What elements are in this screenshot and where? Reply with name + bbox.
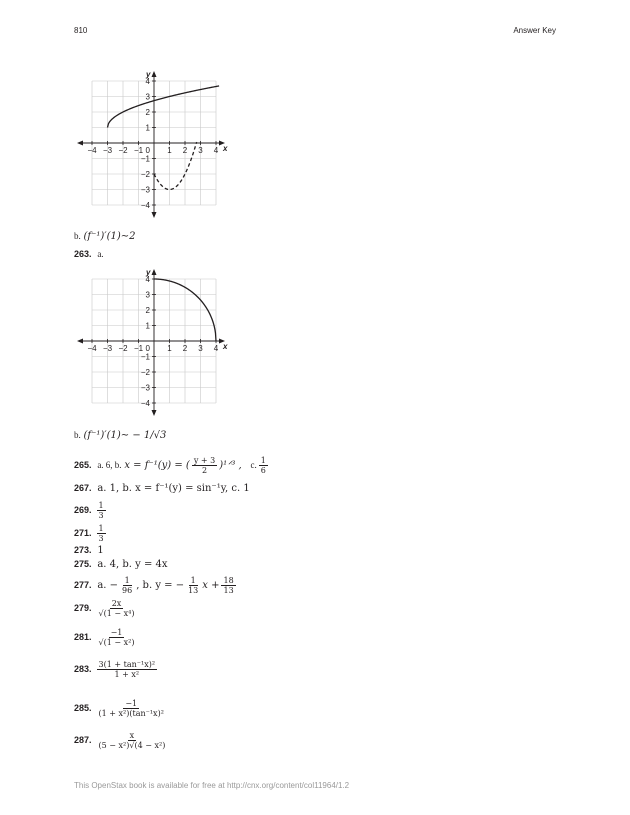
x-tick-label: 2 [182, 146, 188, 155]
y-tick-label: −2 [140, 170, 150, 179]
x-tick-label: −3 [102, 344, 113, 353]
x-tick-label: −1 [133, 344, 144, 353]
y-tick-label: 2 [145, 108, 150, 117]
fraction: $\frac{-1}{\text{√(1 − x²)}}$ [98, 628, 135, 647]
x-tick-label: 1 [167, 146, 172, 155]
answer-267: 267. a. 1, b. x = f⁻¹(y) = sin⁻¹y, c. 1 [74, 483, 250, 494]
fraction: $\frac{-1}{\text{(1 + x²)(tan⁻¹x)²}}$ [98, 699, 164, 718]
answer-b-first: b. (f⁻¹)′(1)∼2 [74, 231, 136, 242]
y-axis-arrow-down [152, 410, 157, 416]
y-tick-label: 1 [145, 123, 150, 133]
x-tick-label: −3 [102, 146, 113, 155]
answer-281: 281. $\frac{-1}{\text{√(1 − x²)}}$ [74, 628, 135, 647]
x-tick-label: 1 [167, 344, 172, 353]
x-tick-label: 4 [213, 344, 219, 353]
x-tick-label: −2 [118, 344, 128, 353]
x-axis-arrow-left [77, 141, 83, 146]
answer-283: 283. $\frac{\text{3(1 + tan⁻¹x)²}}{\text{1 + x²}}$ [74, 660, 156, 679]
graph-inverse-functions [74, 68, 244, 218]
fraction: $\frac{x}{\text{(5 − x²)√(4 − x²)}}$ [98, 731, 166, 750]
answer-263: 263. a. [74, 249, 104, 259]
y-tick-label: −4 [140, 201, 150, 210]
fraction: $\frac{\text{3(1 + tan⁻¹x)²}}{\text{1 + x²}}$ [98, 660, 156, 679]
fraction: $\frac{y + 3}{2}$ [193, 456, 216, 475]
y-tick-label: −3 [140, 185, 150, 195]
fraction: $\frac{1}{96}$ [122, 576, 133, 595]
y-tick-label: 1 [145, 321, 150, 331]
answer-269: 269. $\frac{1}{3}$ [74, 501, 104, 520]
y-axis-arrow-down [152, 212, 157, 218]
y-tick-label: 3 [145, 290, 150, 300]
answer-277: 277. a. − $\frac{1}{96}$ , b. y = − $\frac{1}{13}$ x + $\frac{18}{13}$ [74, 576, 234, 595]
y-tick-label: 4 [145, 77, 150, 86]
graph2-svg [74, 266, 244, 416]
y-tick-label: −1 [140, 154, 150, 164]
x-tick-label: 3 [198, 344, 203, 353]
derivative-expression-2: (f⁻¹)′(1)∼ − 1/√3 [83, 430, 167, 441]
answer-285: 285. $\frac{-1}{\text{(1 + x²)(tan⁻¹x)²}}$ [74, 699, 164, 718]
y-axis-arrow [152, 71, 157, 77]
x-axis-label: x [223, 342, 228, 351]
answer-265: 265. a. 6, b. x = f⁻¹(y) = ( $\frac{y + 3}{2}$ )¹ᐟ³ , c. $\frac{1}{6}$ [74, 456, 266, 475]
y-axis-arrow [152, 269, 157, 275]
answer-273: 273. 1 [74, 545, 104, 556]
page-footer: This OpenStax book is available for free at http://cnx.org/content/col11964/1.2 [74, 781, 350, 790]
y-axis-label: y [146, 70, 151, 79]
x-tick-label: 2 [182, 344, 188, 353]
answer-279: 279. $\frac{2x}{\text{√(1 − x⁴)}}$ [74, 599, 135, 618]
fraction: $\frac{1}{3}$ [98, 524, 104, 543]
fraction: $\frac{18}{13}$ [223, 576, 234, 595]
running-header: Answer Key [513, 26, 556, 35]
graph1-svg [74, 68, 244, 218]
x-tick-label: 3 [198, 146, 203, 155]
fraction: $\frac{1}{3}$ [98, 501, 104, 520]
fraction: $\frac{2x}{\text{√(1 − x⁴)}}$ [98, 599, 135, 618]
answer-287: 287. $\frac{x}{\text{(5 − x²)√(4 − x²)}}$ [74, 731, 166, 750]
y-tick-label: −3 [140, 383, 150, 393]
y-tick-label: 4 [145, 275, 150, 284]
x-tick-label: −4 [87, 146, 97, 155]
derivative-expression: (f⁻¹)′(1)∼2 [83, 231, 136, 242]
fraction: $\frac{1}{13}$ [188, 576, 199, 595]
dashed-curve [154, 142, 197, 189]
y-tick-label: 3 [145, 92, 150, 102]
answer-271: 271. $\frac{1}{3}$ [74, 524, 104, 543]
x-axis-arrow-left [77, 339, 83, 344]
x-tick-label: 4 [213, 146, 219, 155]
graph-quarter-circle [74, 266, 244, 416]
fraction: $\frac{1}{6}$ [260, 456, 266, 475]
y-tick-label: 2 [145, 306, 150, 315]
origin-label: 0 [145, 344, 150, 353]
x-tick-label: −4 [87, 344, 97, 353]
x-tick-label: −2 [118, 146, 128, 155]
x-axis-label: x [223, 144, 228, 153]
y-tick-label: −2 [140, 368, 150, 377]
answer-275: 275. a. 4, b. y = 4x [74, 559, 168, 570]
x-tick-label: −1 [133, 146, 144, 155]
y-tick-label: −1 [140, 352, 150, 362]
solid-curve [108, 86, 220, 128]
y-tick-label: −4 [140, 399, 150, 408]
y-axis-label: y [146, 268, 151, 277]
origin-label: 0 [145, 146, 150, 155]
page-number: 810 [74, 26, 88, 35]
answer-b-second: b. (f⁻¹)′(1)∼ − 1/√3 [74, 430, 167, 441]
